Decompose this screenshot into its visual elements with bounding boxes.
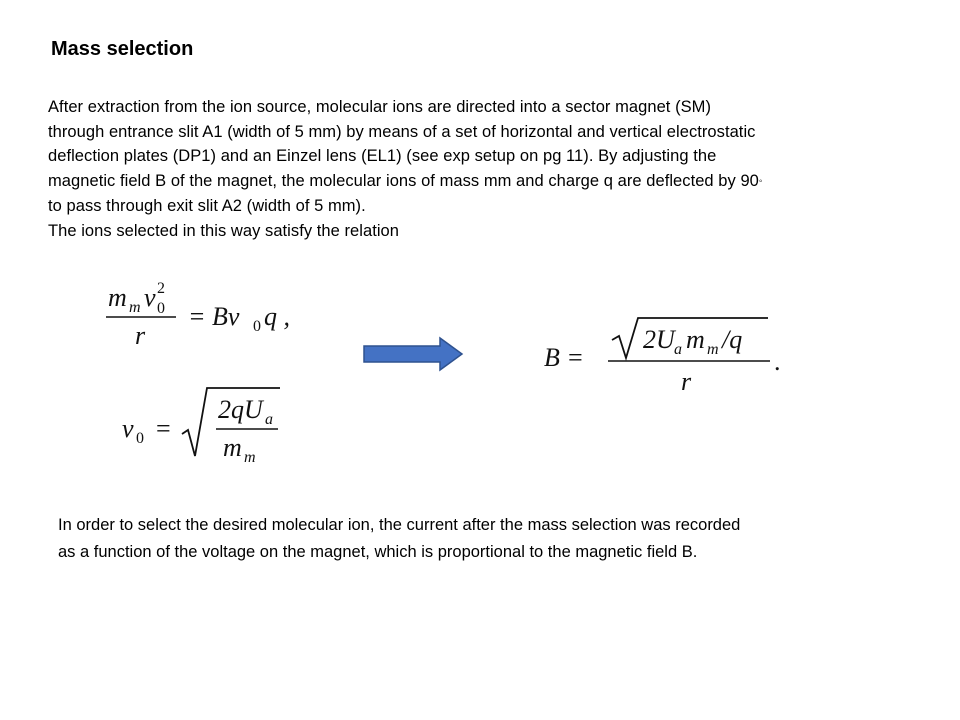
intro-line-4-text: magnetic field B of the magnet, the molecular ions of mass mm and charge q are deflected by 90 xyxy=(48,171,759,190)
eq2-num-sub: a xyxy=(265,411,273,428)
eq2-den: m xyxy=(223,433,242,462)
eq1-den-r: r xyxy=(135,321,146,350)
right-arrow-icon xyxy=(362,336,466,377)
eq1-num-v-sup: 2 xyxy=(157,280,165,297)
outro-paragraph xyxy=(58,512,938,566)
intro-line-4 xyxy=(48,169,908,195)
eq3-lhs: B = xyxy=(544,343,584,372)
equation-velocity-graphic xyxy=(118,384,288,466)
eq1-rhs-sub: 0 xyxy=(253,318,261,335)
intro-line-2: through entrance slit A1 (width of 5 mm) by means of a set of horizontal and vertical electrostatic xyxy=(48,122,756,141)
intro-line-1: After extraction from the ion source, molecular ions are directed into a sector magnet (SM) xyxy=(48,98,712,116)
intro-paragraph xyxy=(48,95,908,243)
eq1-rhs-tail: q , xyxy=(264,302,290,331)
eq1-num-m: m xyxy=(108,283,127,312)
eq2-equals: = xyxy=(156,414,171,443)
eq2-lhs-v: v xyxy=(122,414,134,443)
eq1-num-v-sub: 0 xyxy=(157,300,165,317)
equation-velocity xyxy=(118,384,288,466)
eq1-num-m-sub: m xyxy=(129,299,141,316)
intro-line-6: The ions selected in this way satisfy the relation xyxy=(48,221,400,240)
intro-line-3: deflection plates (DP1) and an Einzel lens (EL1) (see exp setup on pg 11). By adjusting the xyxy=(48,147,717,165)
eq3-num-b-sub: m xyxy=(707,341,719,358)
equation-result-graphic xyxy=(540,314,790,398)
eq2-lhs-sub: 0 xyxy=(136,430,144,447)
slide-title: Mass selection xyxy=(51,38,194,60)
eq3-num-b: m xyxy=(686,325,705,354)
eq3-num-c: /q xyxy=(722,325,743,354)
intro-line-5: to pass through exit slit A2 (width of 5 mm). xyxy=(48,197,366,215)
equation-force-balance-graphic xyxy=(104,276,314,354)
equation-result xyxy=(540,314,790,398)
eq3-num-a-sub: a xyxy=(674,341,682,358)
eq1-rhs: = Bv xyxy=(188,302,240,331)
right-arrow-graphic xyxy=(362,336,466,372)
outro-line-2: as a function of the voltage on the magnet, which is proportional to the magnetic field B. xyxy=(58,543,698,561)
eq1-num-v: v xyxy=(144,283,156,312)
eq2-den-sub: m xyxy=(244,449,256,466)
degree-symbol: ◦ xyxy=(758,175,763,187)
eq3-period: . xyxy=(774,347,781,376)
eq3-den: r xyxy=(681,367,692,396)
outro-line-1: In order to select the desired molecular ion, the current after the mass selection was recorded xyxy=(58,516,741,534)
eq2-num: 2qU xyxy=(218,395,263,424)
equation-force-balance xyxy=(104,276,314,354)
eq3-num-a: 2U xyxy=(643,325,675,354)
right-arrow-shape xyxy=(364,338,462,370)
